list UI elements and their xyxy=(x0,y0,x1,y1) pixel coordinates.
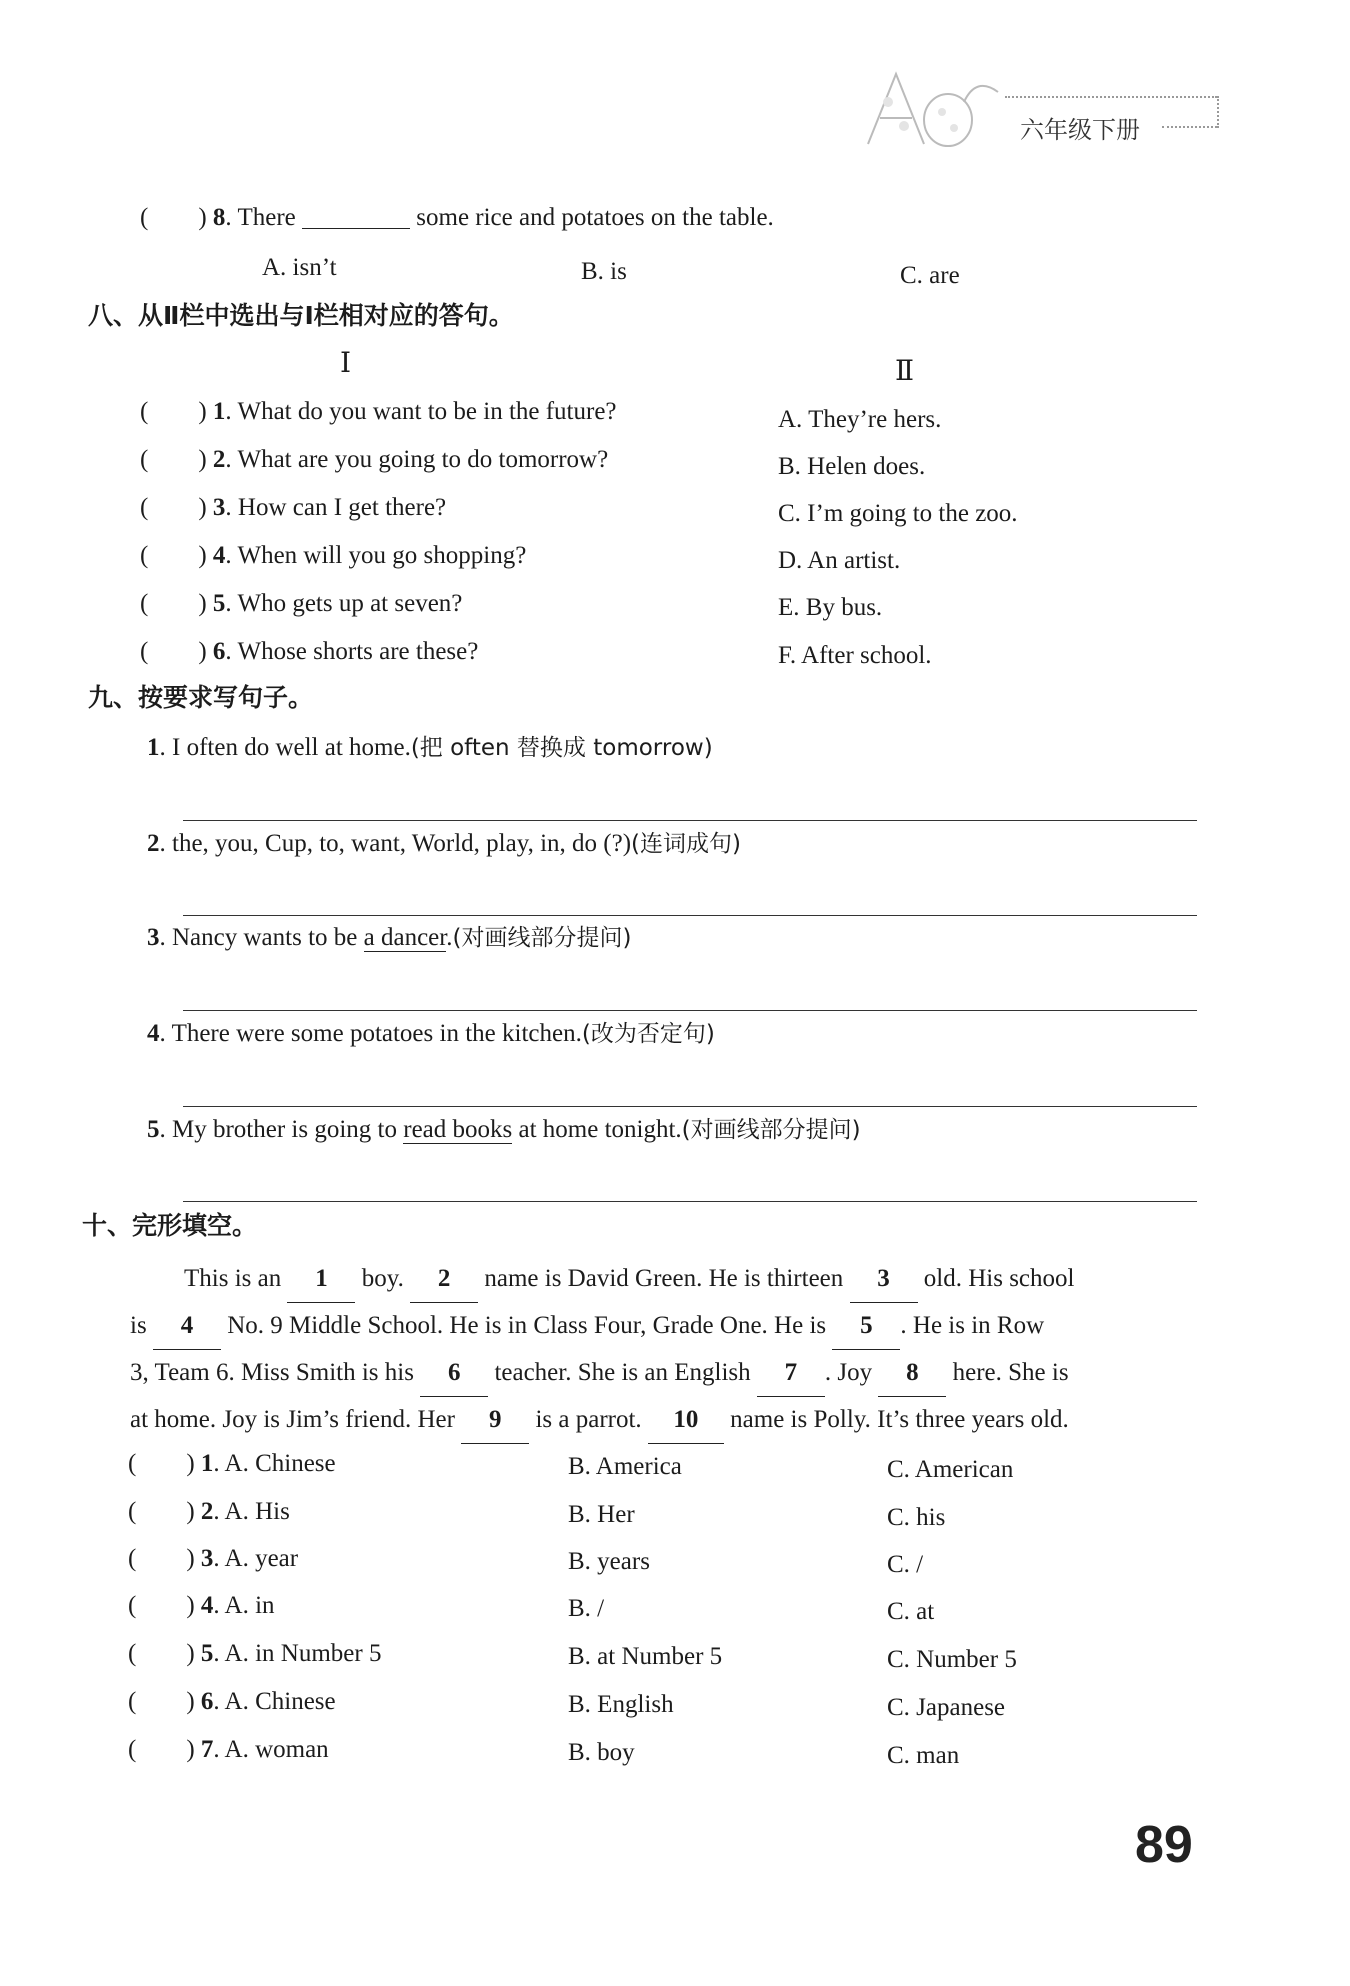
option-a: A. isn’t xyxy=(262,254,337,281)
match-answer-f: F. After school. xyxy=(778,642,932,669)
cloze-question: ( ) 5. A. in Number 5 xyxy=(128,1640,382,1667)
cloze-option-c: C. Number 5 xyxy=(887,1646,1017,1673)
answer-paren[interactable]: ( ) xyxy=(140,638,207,665)
underlined-phrase: a dancer xyxy=(363,924,447,951)
cloze-option-c: C. Japanese xyxy=(887,1694,1006,1721)
cloze-blank-6[interactable]: 6 xyxy=(420,1349,488,1397)
question-text: Who gets up at seven? xyxy=(237,590,463,617)
answer-line[interactable] xyxy=(183,1106,1197,1107)
underlined-phrase: read books xyxy=(403,1116,513,1143)
cloze-blank-10[interactable]: 10 xyxy=(648,1396,724,1444)
cloze-question: ( ) 1. A. Chinese xyxy=(128,1450,336,1477)
question-text-post: some rice and potatoes on the table. xyxy=(416,204,774,231)
question-number: 8 xyxy=(212,204,226,231)
header-dots-corner xyxy=(1217,96,1219,128)
match-question: ( ) 1. What do you want to be in the future? xyxy=(140,398,617,425)
match-answer-d: D. An artist. xyxy=(778,547,901,574)
match-answer-e: E. By bus. xyxy=(778,594,883,621)
cloze-question: ( ) 6. A. Chinese xyxy=(128,1688,336,1715)
cloze-option-b: B. boy xyxy=(568,1739,635,1766)
cloze-option-b: B. English xyxy=(568,1691,674,1718)
cloze-blank-1[interactable]: 1 xyxy=(287,1255,355,1303)
match-question: ( ) 4. When will you go shopping? xyxy=(140,542,527,569)
cloze-blank-7[interactable]: 7 xyxy=(757,1349,825,1397)
question-text: What do you want to be in the future? xyxy=(237,398,617,425)
cloze-option-c: C. American xyxy=(887,1456,1014,1483)
cloze-line-4: at home. Joy is Jim’s friend. Her 9 is a parrot. 10 name is Polly. It’s three years old. xyxy=(130,1396,1190,1444)
cloze-question: ( ) 3. A. year xyxy=(128,1545,299,1572)
cloze-blank-4[interactable]: 4 xyxy=(153,1302,221,1350)
answer-paren[interactable]: ( ) xyxy=(140,398,207,425)
question-number: 6 xyxy=(212,638,226,665)
answer-paren[interactable]: ( ) xyxy=(140,494,207,521)
cloze-option-b: B. Her xyxy=(568,1501,635,1528)
answer-paren[interactable]: ( ) xyxy=(128,1498,195,1525)
answer-paren[interactable]: ( ) xyxy=(128,1545,195,1572)
section-9-title: 九、按要求写句子。 xyxy=(88,683,314,712)
question-text: What are you going to do tomorrow? xyxy=(237,446,609,473)
column-1-header: Ⅰ xyxy=(340,348,352,379)
answer-line[interactable] xyxy=(183,1010,1197,1011)
column-2-header: Ⅱ xyxy=(895,356,915,387)
abc-logo-icon xyxy=(858,62,1008,154)
rewrite-item-4: 4. There were some potatoes in the kitchen.(改为否定句) xyxy=(147,1020,715,1047)
match-question: ( ) 2. What are you going to do tomorrow? xyxy=(140,446,609,473)
match-answer-c: C. I’m going to the zoo. xyxy=(778,500,1018,527)
cloze-option-c: C. / xyxy=(887,1551,924,1578)
header-bottom-dots xyxy=(1162,126,1217,128)
match-question: ( ) 3. How can I get there? xyxy=(140,494,447,521)
answer-paren[interactable]: ( ) xyxy=(128,1736,195,1763)
cloze-line-3: 3, Team 6. Miss Smith is his 6 teacher. She is an English 7 . Joy 8 here. She is xyxy=(130,1349,1190,1397)
answer-paren[interactable]: ( ) xyxy=(140,446,207,473)
answer-paren[interactable]: ( ) xyxy=(140,590,207,617)
answer-blank[interactable] xyxy=(302,202,410,229)
question-number: 3 xyxy=(212,494,226,521)
cloze-blank-3[interactable]: 3 xyxy=(850,1255,918,1303)
option-b: B. is xyxy=(581,258,627,285)
rewrite-item-1: 1. I often do well at home.(把 often 替换成 tomorrow) xyxy=(147,734,713,761)
cloze-option-c: C. his xyxy=(887,1504,946,1531)
answer-paren[interactable]: ( ) xyxy=(128,1592,195,1619)
header-top-dots xyxy=(1005,96,1217,98)
question-number: 1 xyxy=(212,398,226,425)
question-number: 4 xyxy=(212,542,226,569)
question-text: Whose shorts are these? xyxy=(237,638,479,665)
match-answer-a: A. They’re hers. xyxy=(778,406,942,433)
rewrite-item-5: 5. My brother is going to read books at home tonight.(对画线部分提问) xyxy=(147,1116,861,1143)
cloze-blank-8[interactable]: 8 xyxy=(878,1349,946,1397)
cloze-question: ( ) 4. A. in xyxy=(128,1592,275,1619)
q-tail-row: ( ) 8. There some rice and potatoes on the table. xyxy=(140,204,774,231)
question-text: How can I get there? xyxy=(237,494,447,521)
answer-line[interactable] xyxy=(183,1201,1197,1202)
grade-title: 六年级下册 xyxy=(1020,116,1140,144)
option-c: C. are xyxy=(900,262,960,289)
cloze-blank-9[interactable]: 9 xyxy=(461,1396,529,1444)
question-number: 2 xyxy=(212,446,226,473)
question-text: When will you go shopping? xyxy=(237,542,527,569)
answer-paren[interactable]: ( ) xyxy=(128,1450,195,1477)
cloze-option-b: B. at Number 5 xyxy=(568,1643,723,1670)
answer-paren[interactable]: ( ) xyxy=(128,1688,195,1715)
cloze-option-b: B. years xyxy=(568,1548,650,1575)
answer-paren[interactable]: ( ) xyxy=(140,204,207,231)
page-number: 89 xyxy=(1135,1816,1193,1874)
answer-line[interactable] xyxy=(183,915,1197,916)
match-answer-b: B. Helen does. xyxy=(778,453,926,480)
cloze-option-c: C. at xyxy=(887,1598,935,1625)
cloze-line-2: is 4 No. 9 Middle School. He is in Class Four, Grade One. He is 5 . He is in Row xyxy=(130,1302,1190,1350)
match-question: ( ) 5. Who gets up at seven? xyxy=(140,590,463,617)
cloze-option-b: B. / xyxy=(568,1595,605,1622)
cloze-blank-2[interactable]: 2 xyxy=(410,1255,478,1303)
match-question: ( ) 6. Whose shorts are these? xyxy=(140,638,479,665)
cloze-blank-5[interactable]: 5 xyxy=(832,1302,900,1350)
section-8-title: 八、从Ⅱ栏中选出与Ⅰ栏相对应的答句。 xyxy=(88,301,514,330)
section-10-title: 十、完形填空。 xyxy=(82,1211,258,1240)
answer-line[interactable] xyxy=(183,820,1197,821)
cloze-question: ( ) 2. A. His xyxy=(128,1498,290,1525)
answer-paren[interactable]: ( ) xyxy=(140,542,207,569)
question-text-pre: There xyxy=(237,204,296,231)
question-number: 5 xyxy=(212,590,226,617)
cloze-option-b: B. America xyxy=(568,1453,682,1480)
answer-paren[interactable]: ( ) xyxy=(128,1640,195,1667)
cloze-option-c: C. man xyxy=(887,1742,960,1769)
cloze-question: ( ) 7. A. woman xyxy=(128,1736,329,1763)
rewrite-item-3: 3. Nancy wants to be a dancer.(对画线部分提问) xyxy=(147,924,632,951)
cloze-line-1: This is an 1 boy. 2 name is David Green. He is thirteen 3 old. His school xyxy=(130,1255,1190,1303)
rewrite-item-2: 2. the, you, Cup, to, want, World, play, in, do (?)(连词成句) xyxy=(147,830,741,857)
